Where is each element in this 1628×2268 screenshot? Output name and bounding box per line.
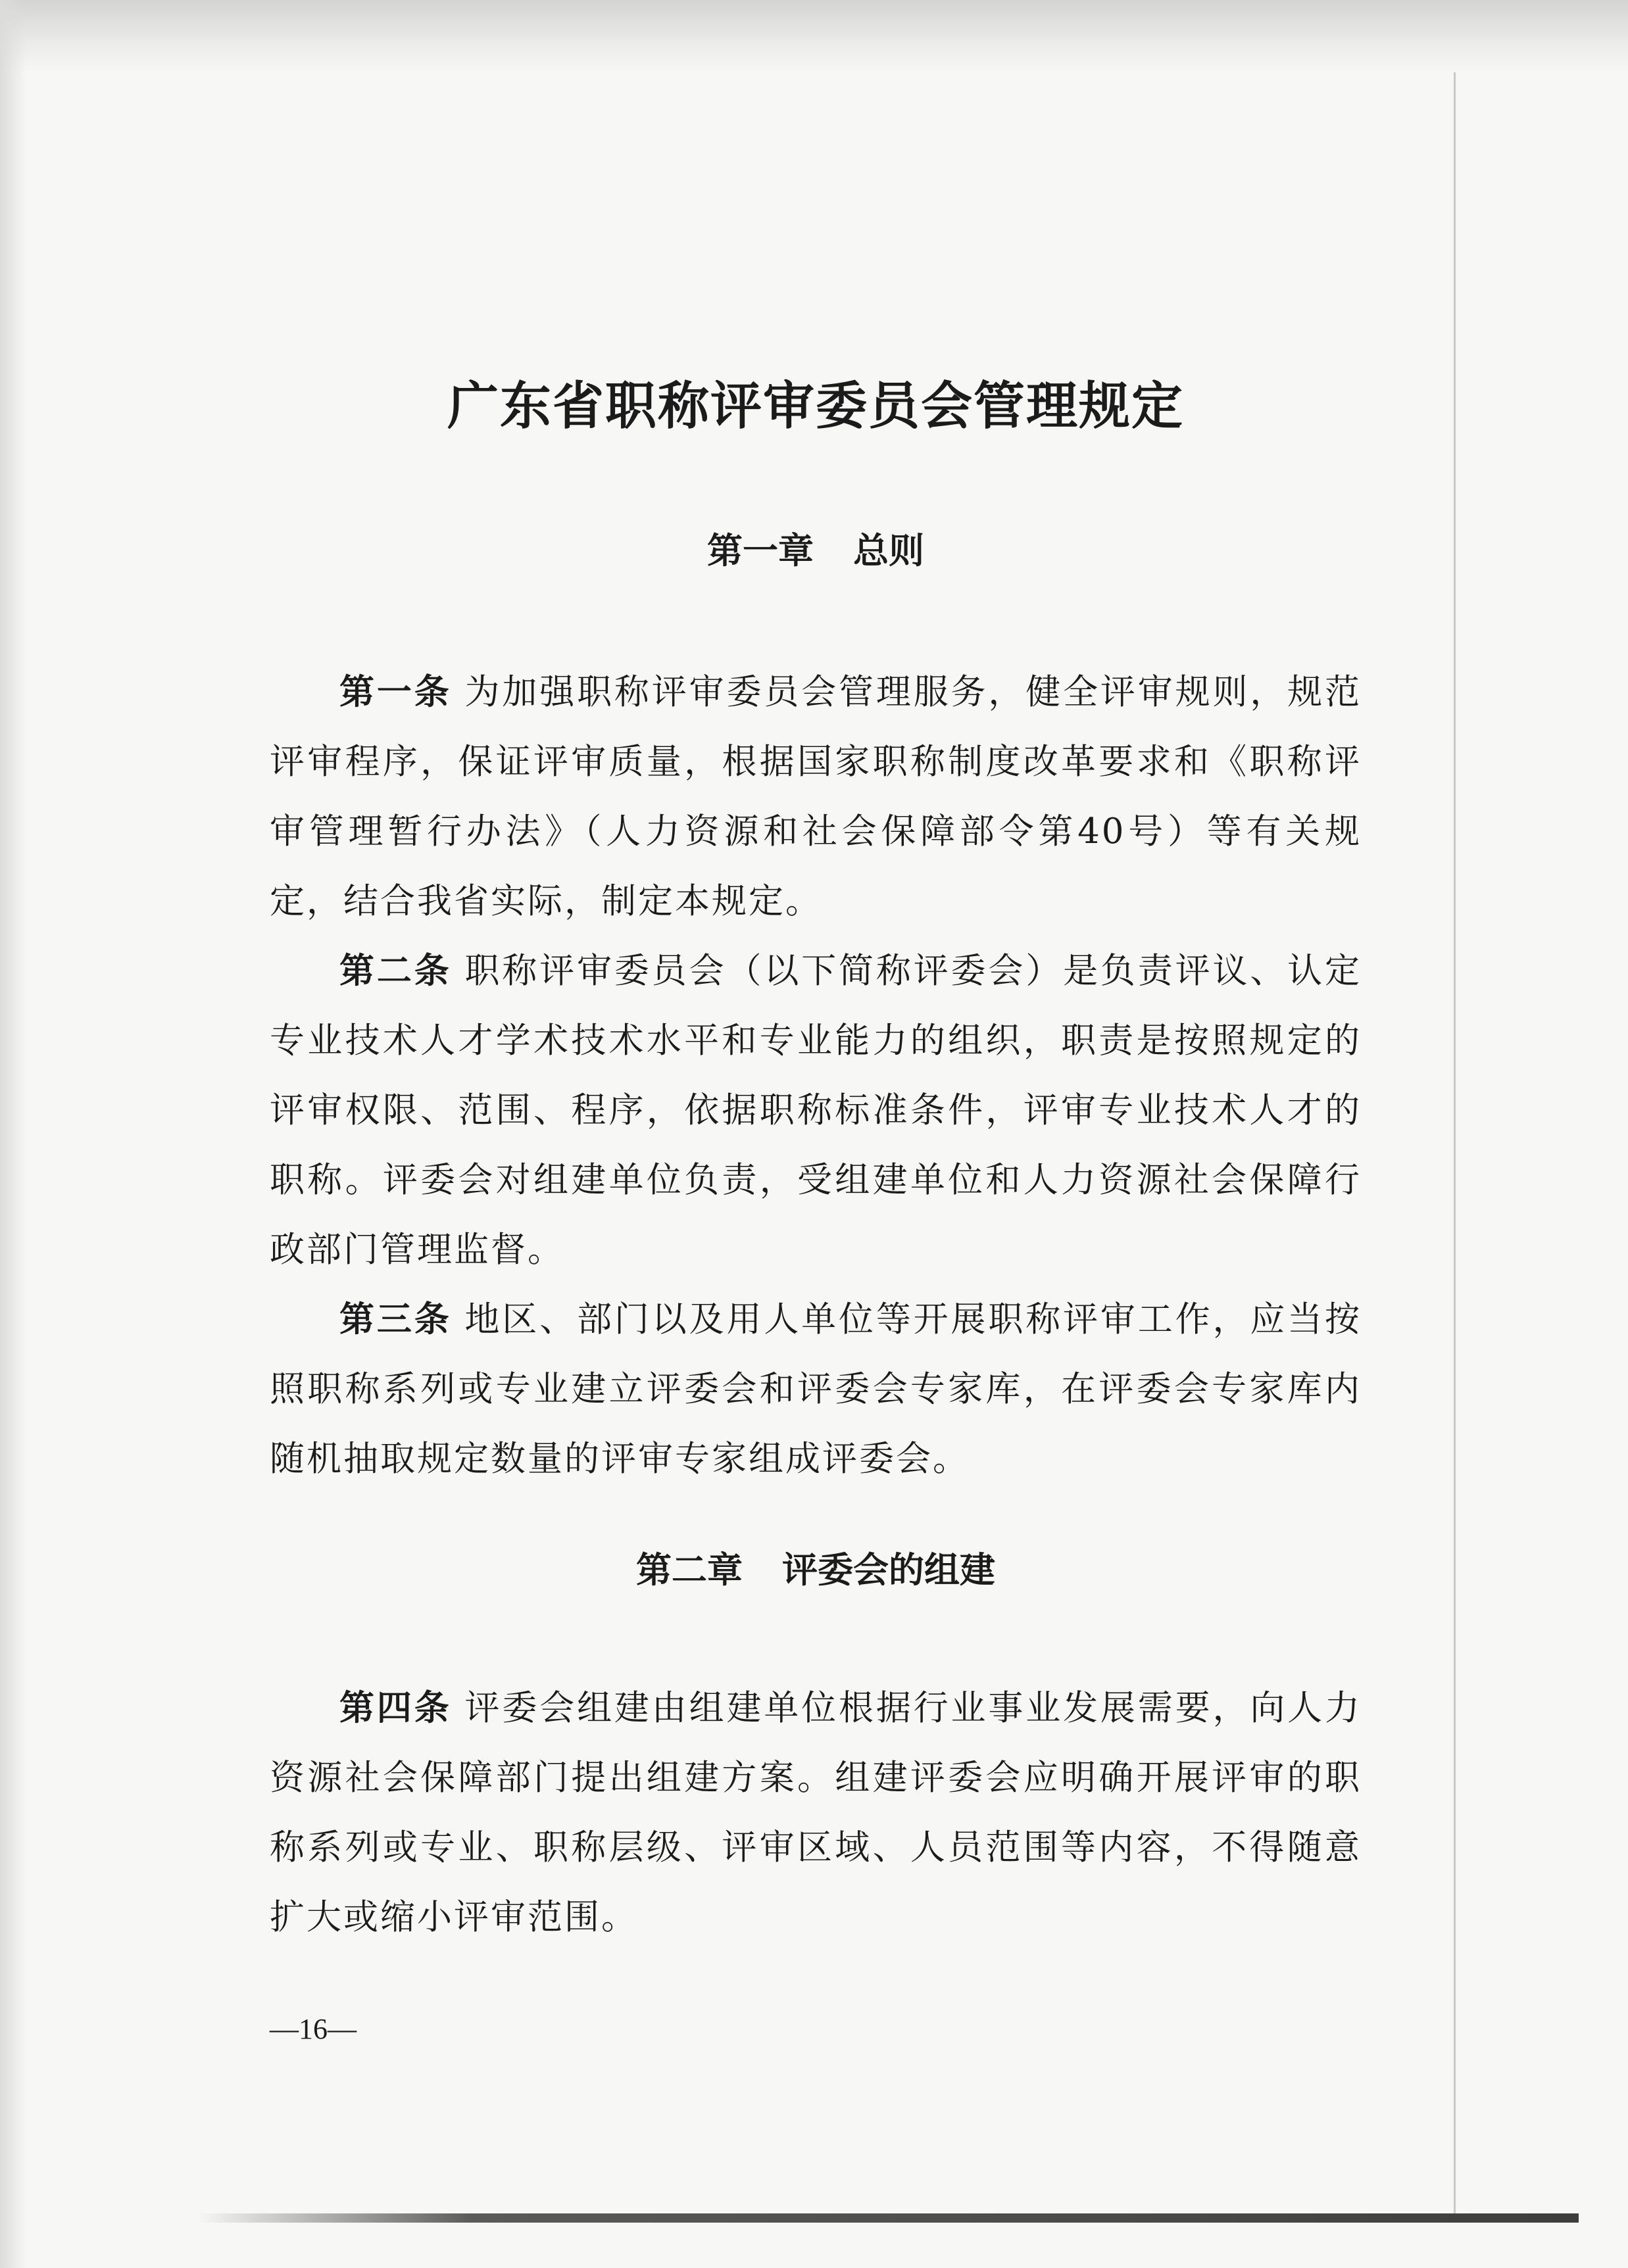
- chapter-number: 第二章: [636, 1549, 743, 1591]
- scan-left-shadow: [0, 0, 26, 2268]
- chapter-name: 总则: [853, 530, 924, 571]
- article-text: 为加强职称评审委员会管理服务，健全评审规则，规范评审程序，保证评审质量，根据国家职称制度改革要求和《职称评审管理暂行办法》（人力资源和社会保障部令第40号）等有关规定，结合我省实际，制定本规定。: [270, 672, 1362, 921]
- article-text: 职称评审委员会（以下简称评委会）是负责评议、认定专业技术人才学术技术水平和专业能力的组织，职责是按照规定的评审权限、范围、程序，依据职称标准条件，评审专业技术人才的职称。评委会对组建单位负责，受组建单位和人力资源社会保障行政部门管理监督。: [270, 951, 1362, 1270]
- chapter-heading-2: [270, 1542, 1362, 1593]
- chapter-name: 评委会的组建: [782, 1549, 995, 1591]
- article-label: 第一条: [339, 672, 452, 712]
- article-text: 地区、部门以及用人单位等开展职称评审工作，应当按照职称系列或专业建立评委会和评委会专家库，在评委会专家库内随机抽取规定数量的评审专家组成评委会。: [270, 1299, 1362, 1479]
- article-1: [270, 658, 1362, 936]
- page-number: —16—: [270, 2013, 357, 2045]
- article-label: 第二条: [339, 951, 452, 991]
- chapter-number: 第一章: [707, 530, 814, 571]
- article-4: [270, 1674, 1362, 1952]
- document-title: 广东省职称评审委员会管理规定: [447, 376, 1184, 436]
- article-2: [270, 936, 1362, 1285]
- article-3: [270, 1285, 1362, 1494]
- document-page: [270, 0, 1362, 2268]
- article-label: 第三条: [339, 1299, 452, 1339]
- article-label: 第四条: [339, 1688, 452, 1728]
- page-edge-line: [1454, 72, 1456, 2216]
- chapter-2-articles: [270, 1674, 1362, 1952]
- article-text: 评委会组建由组建单位根据行业事业发展需要，向人力资源社会保障部门提出组建方案。组建评委会应明确开展评审的职称系列或专业、职称层级、评审区域、人员范围等内容，不得随意扩大或缩小评审范围。: [270, 1688, 1362, 1937]
- chapter-1-articles: [270, 658, 1362, 1494]
- chapter-heading-1: [270, 523, 1362, 573]
